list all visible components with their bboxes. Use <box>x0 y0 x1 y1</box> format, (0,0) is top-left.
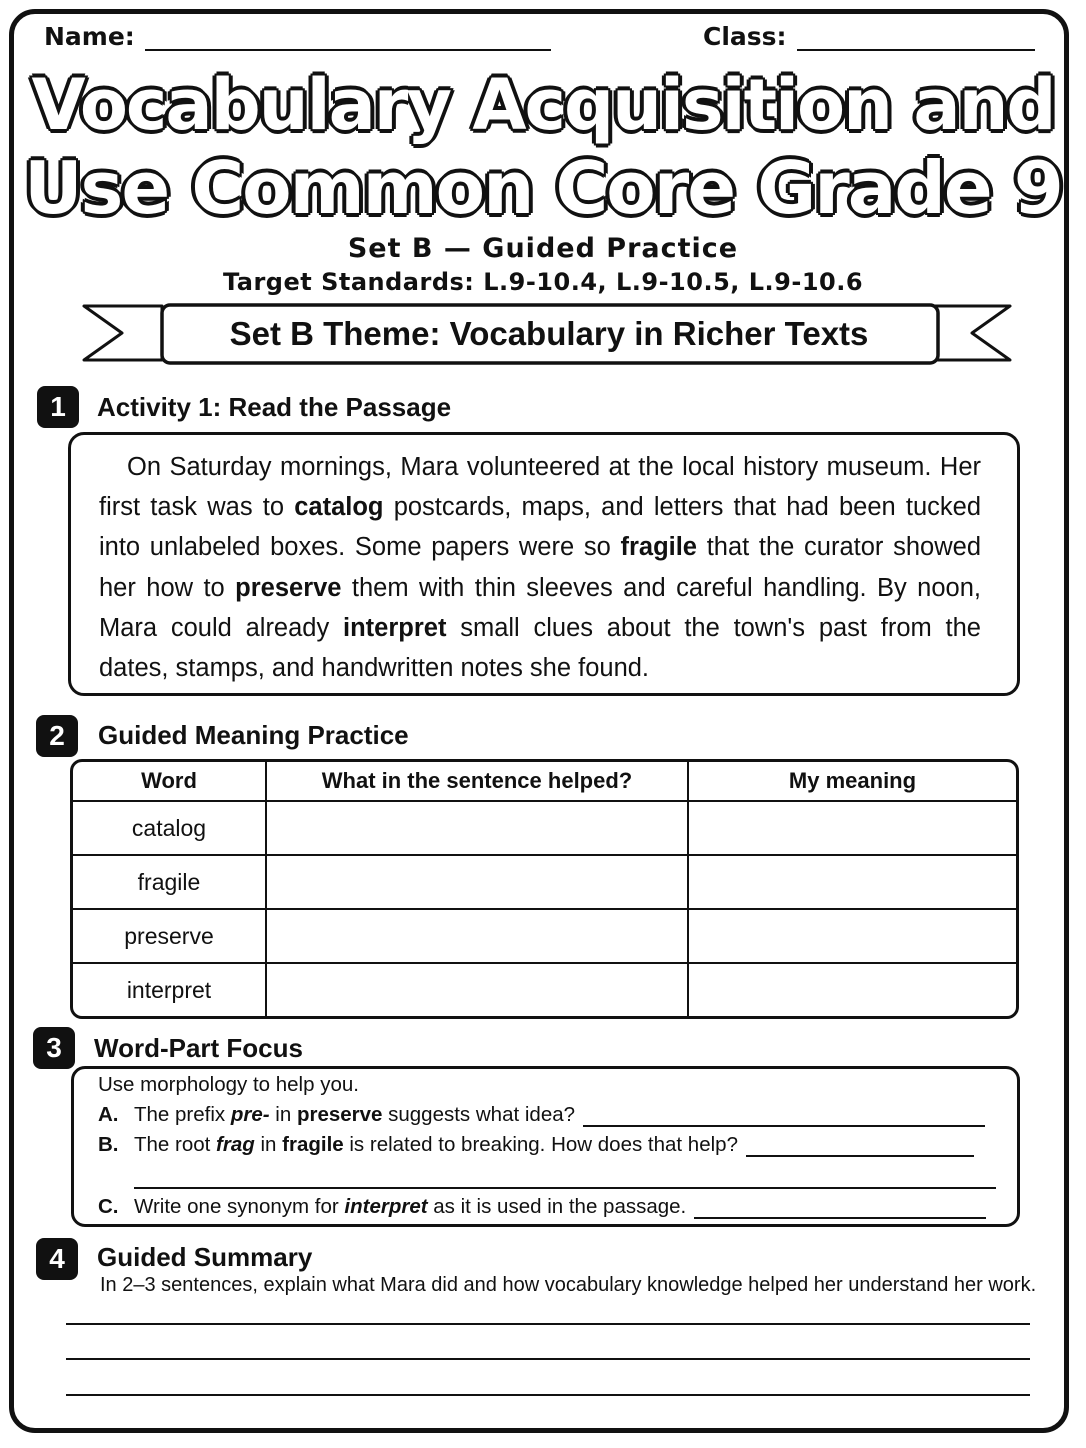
summary-prompt: In 2–3 sentences, explain what Mara did and how vocabulary knowledge helped her understand her work. <box>100 1274 1037 1296</box>
word-part-item-a <box>98 1103 985 1127</box>
class-input-line[interactable] <box>797 25 1035 51</box>
word-cell: preserve <box>73 910 267 964</box>
theme-banner-text: Set B Theme: Vocabulary in Richer Texts <box>229 315 869 352</box>
emphasized-term: frag <box>216 1133 255 1156</box>
item-label: B. <box>98 1133 119 1156</box>
item-b-answer-line-2[interactable] <box>134 1167 996 1189</box>
prompt-text: suggests what idea? <box>382 1103 576 1126</box>
meaning-answer-cell[interactable] <box>689 856 1016 910</box>
prompt-text: The root <box>134 1133 217 1156</box>
word-part-item-b <box>98 1133 974 1157</box>
emphasized-term: interpret <box>344 1195 428 1218</box>
passage-segment: that the curator showed her how to <box>99 533 981 602</box>
class-label: Class: <box>703 22 787 51</box>
emphasized-term: fragile <box>282 1133 344 1156</box>
vocab-word: fragile <box>620 533 697 562</box>
summary-answer-line-2[interactable] <box>66 1358 1030 1360</box>
item-label: C. <box>98 1195 119 1218</box>
item-a-answer-line[interactable] <box>583 1105 985 1127</box>
reading-passage <box>68 432 1020 696</box>
activity-4-number-badge: 4 <box>36 1238 78 1280</box>
vocab-word: catalog <box>294 493 384 522</box>
table-row <box>73 856 1016 910</box>
activity-1-number-badge: 1 <box>37 386 79 428</box>
helped-answer-cell[interactable] <box>267 910 689 964</box>
passage-segment: them with thin sleeves and careful handling. By noon, Mara could already <box>99 573 981 642</box>
table-row <box>73 964 1016 1016</box>
vocab-word: preserve <box>235 573 342 602</box>
item-c-prompt <box>134 1195 686 1219</box>
prompt-text: as it is used in the passage. <box>427 1195 687 1218</box>
meaning-answer-cell[interactable] <box>689 802 1016 856</box>
item-b-answer-line[interactable] <box>746 1135 974 1157</box>
vocab-word: interpret <box>343 613 447 642</box>
word-cell: catalog <box>73 802 267 856</box>
activity-4-title: Guided Summary <box>97 1242 313 1272</box>
activity-3-number-badge: 3 <box>33 1027 75 1069</box>
column-header-helped: What in the sentence helped? <box>267 762 689 802</box>
passage-segment: small clues about the town's past from the dates, stamps, and handwritten notes she found. <box>99 613 981 683</box>
table-row <box>73 910 1016 964</box>
activity-3-title: Word-Part Focus <box>94 1033 303 1063</box>
word-part-focus-box <box>71 1066 1020 1227</box>
prompt-text: in <box>254 1133 283 1156</box>
word-cell: interpret <box>73 964 267 1016</box>
table-header-row <box>73 762 1016 802</box>
summary-answer-line-3[interactable] <box>66 1394 1030 1396</box>
activity-2-title: Guided Meaning Practice <box>98 720 409 750</box>
word-cell: fragile <box>73 856 267 910</box>
column-header-meaning: My meaning <box>689 762 1016 802</box>
passage-segment: postcards, maps, and letters that had been tucked into unlabeled boxes. Some papers were so <box>99 493 982 562</box>
prompt-text: in <box>269 1103 297 1126</box>
activity-1-title: Activity 1: Read the Passage <box>97 392 452 422</box>
word-part-intro: Use morphology to help you. <box>98 1073 359 1096</box>
name-field <box>44 22 551 51</box>
meaning-answer-cell[interactable] <box>689 910 1016 964</box>
prompt-text: Write one synonym for <box>134 1195 345 1218</box>
passage-segment: On Saturday mornings, Mara volunteered at the local history museum. Her first task was to <box>99 453 981 522</box>
meaning-answer-cell[interactable] <box>689 964 1016 1016</box>
emphasized-term: pre- <box>230 1103 270 1126</box>
name-label: Name: <box>44 22 135 51</box>
guided-meaning-table <box>70 759 1019 1019</box>
summary-answer-line-1[interactable] <box>66 1323 1030 1325</box>
helped-answer-cell[interactable] <box>267 964 689 1016</box>
set-subtitle: Set B — Guided Practice <box>347 233 739 264</box>
item-label: A. <box>98 1103 119 1126</box>
column-header-word: Word <box>73 762 267 802</box>
page-title-line-2: Use Common Core Grade 9 <box>24 146 1062 230</box>
activity-2-number-badge: 2 <box>36 715 78 757</box>
prompt-text: The prefix <box>134 1103 231 1126</box>
item-c-answer-line[interactable] <box>694 1197 986 1219</box>
page-title-line-1: Vocabulary Acquisition and <box>31 64 1055 146</box>
table-row <box>73 802 1016 856</box>
helped-answer-cell[interactable] <box>267 802 689 856</box>
item-b-prompt <box>134 1133 738 1157</box>
helped-answer-cell[interactable] <box>267 856 689 910</box>
name-input-line[interactable] <box>145 25 551 51</box>
prompt-text: is related to breaking. How does that help? <box>343 1133 738 1156</box>
emphasized-term: preserve <box>296 1103 383 1126</box>
passage-text <box>99 453 981 682</box>
class-field <box>703 22 1035 51</box>
item-a-prompt <box>134 1103 575 1127</box>
target-standards: Target Standards: L.9-10.4, L.9-10.5, L.9-10.6 <box>222 268 864 296</box>
word-part-item-c <box>98 1195 986 1219</box>
